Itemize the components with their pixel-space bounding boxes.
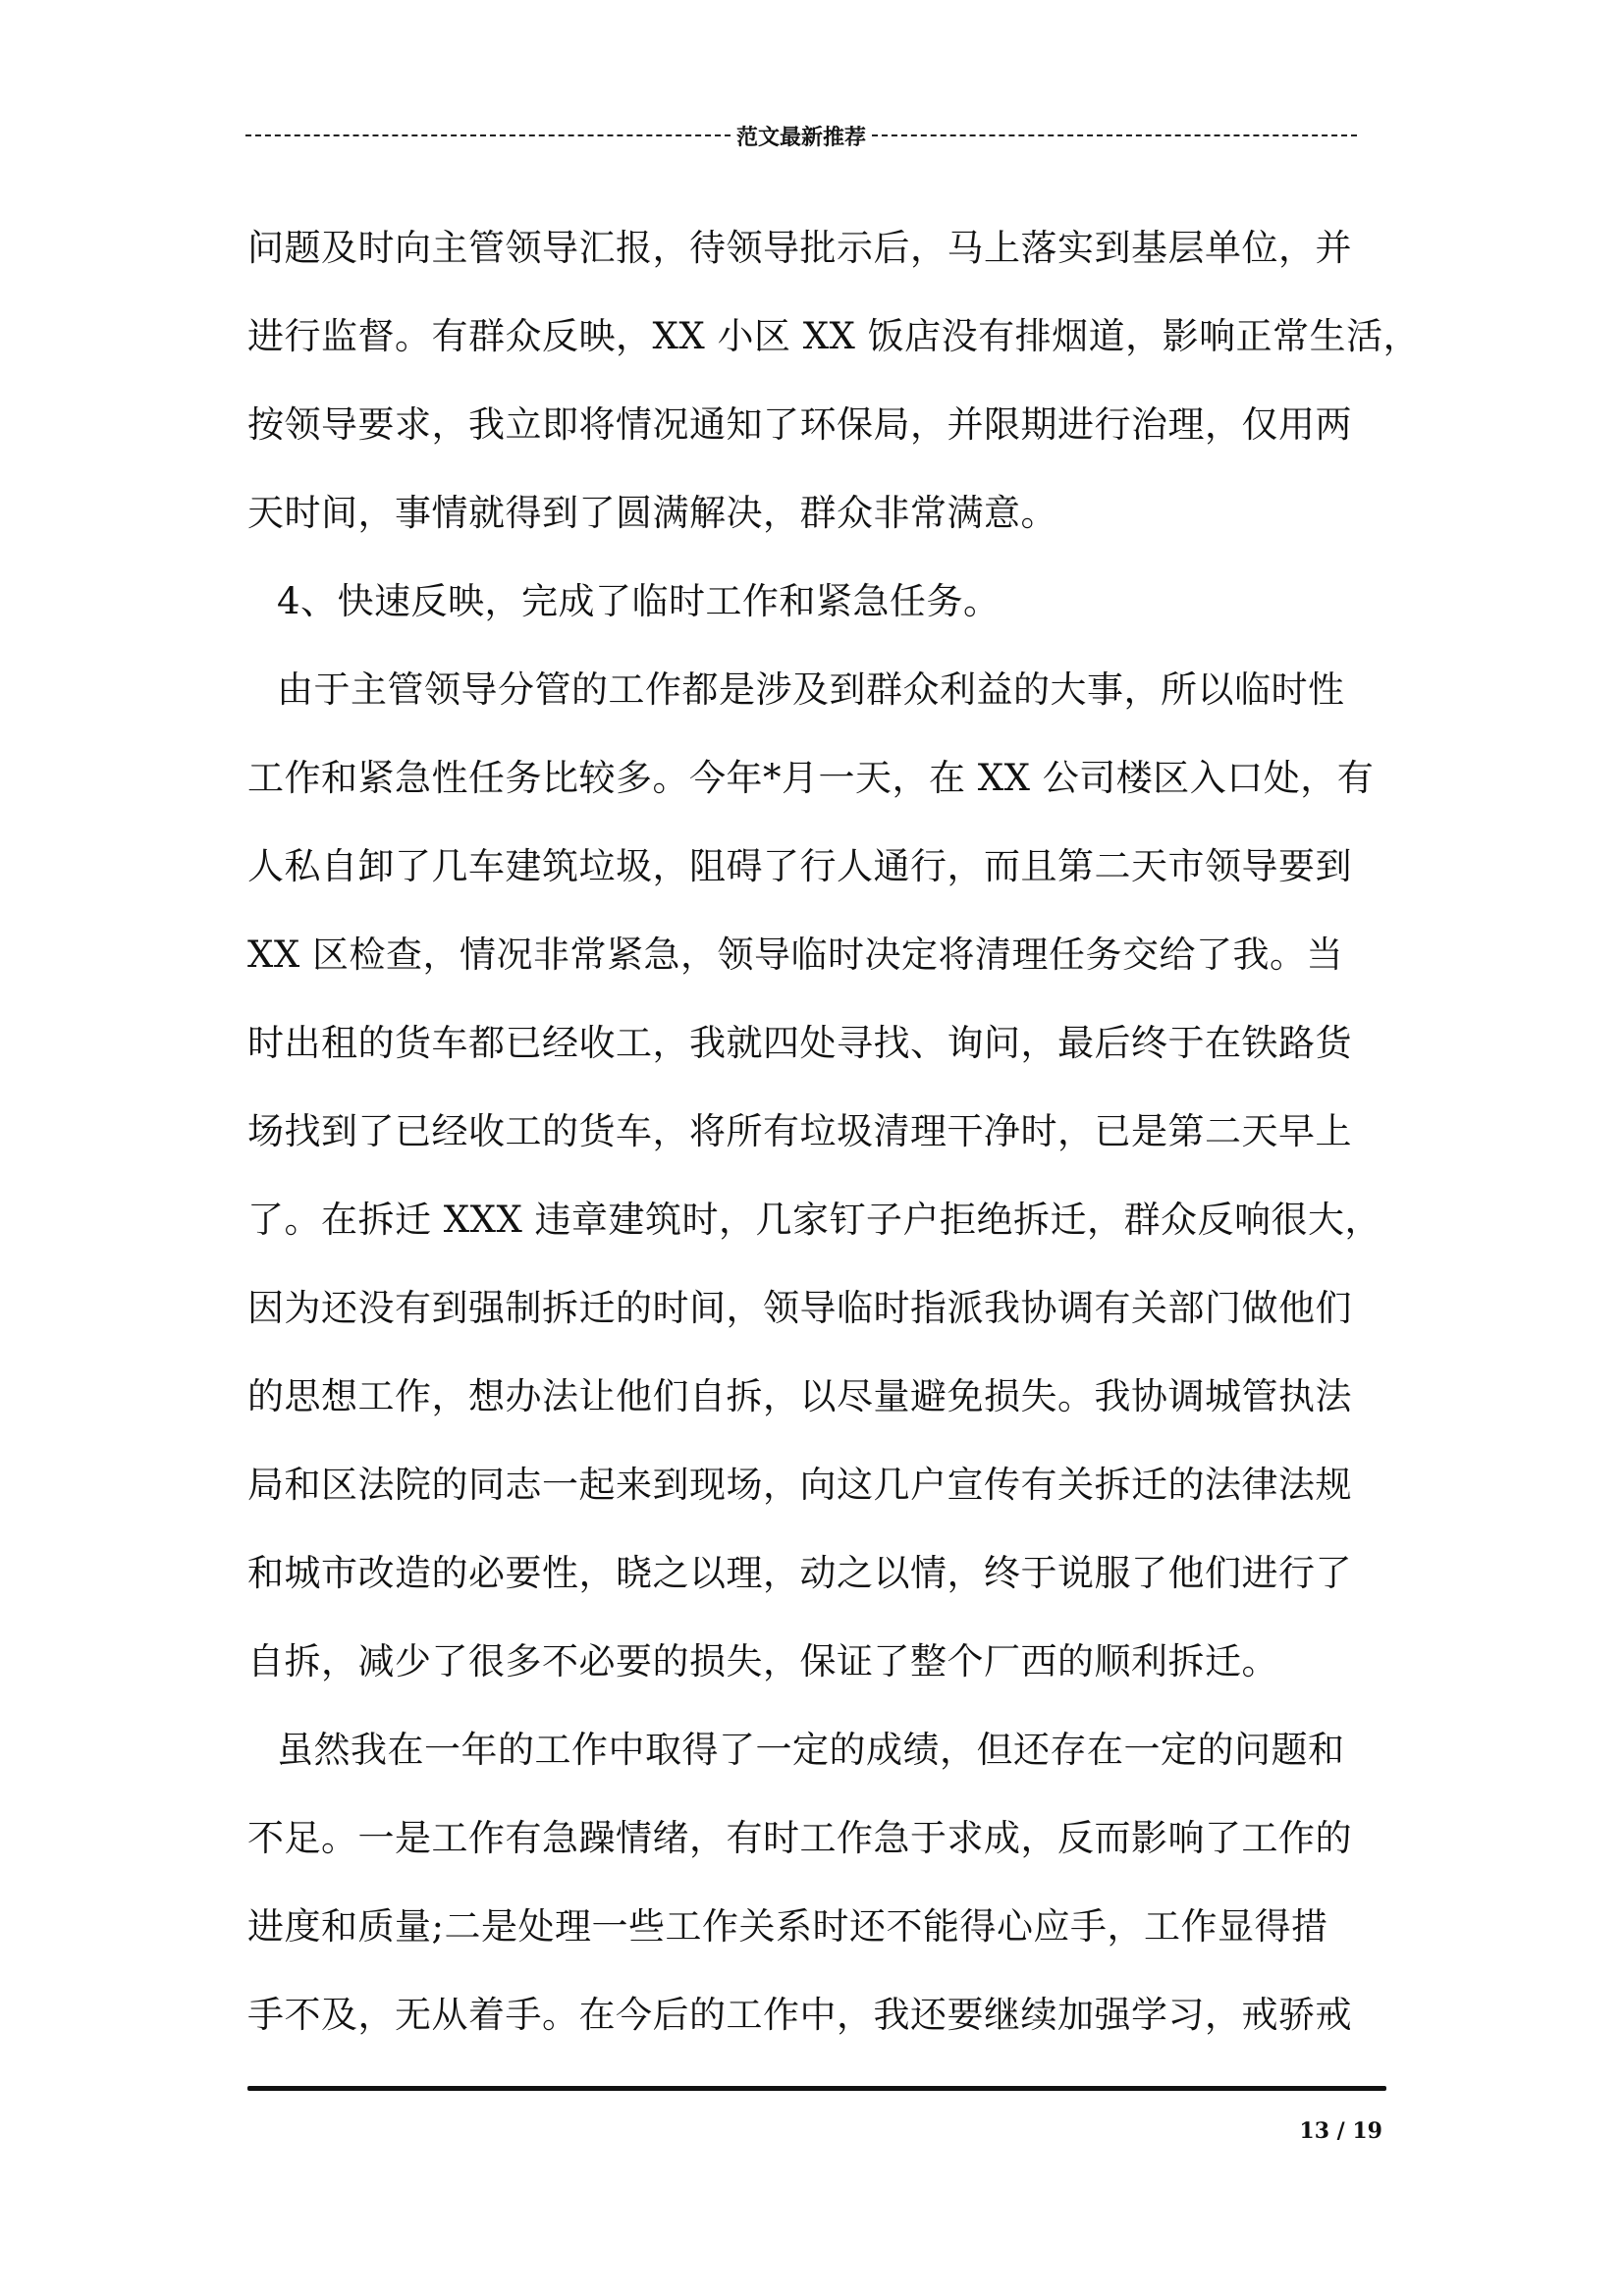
- text-line: 进度和质量;二是处理一些工作关系时还不能得心应手，工作显得措: [247, 1905, 1328, 1948]
- text-line: 自拆，减少了很多不必要的损失，保证了整个厂西的顺利拆迁。: [247, 1640, 1278, 1682]
- text-line: 人私自卸了几车建筑垃圾，阻碍了行人通行，而且第二天市领导要到: [247, 845, 1352, 887]
- text-line: XX 区检查，情况非常紧急，领导临时决定将清理任务交给了我。当: [247, 934, 1343, 976]
- document-body: [247, 204, 1421, 2059]
- page-header: [245, 116, 1357, 155]
- text-line: 因为还没有到强制拆迁的时间，领导临时指派我协调有关部门做他们: [247, 1287, 1352, 1329]
- text-line: 局和区法院的同志一起来到现场，向这几户宣传有关拆迁的法律法规: [247, 1464, 1352, 1506]
- text-line: 进行监督。有群众反映，XX 小区 XX 饭店没有排烟道，影响正常生活，: [247, 315, 1421, 357]
- text-line: 虽然我在一年的工作中取得了一定的成绩，但还存在一定的问题和: [277, 1729, 1345, 1771]
- text-line: 按领导要求，我立即将情况通知了环保局，并限期进行治理，仅用两: [247, 403, 1352, 446]
- text-line: 的思想工作，想办法让他们自拆，以尽量避免损失。我协调城管执法: [247, 1375, 1352, 1417]
- text-line: 由于主管领导分管的工作都是涉及到群众利益的大事，所以临时性: [277, 668, 1345, 711]
- text-line: 不足。一是工作有急躁情绪，有时工作急于求成，反而影响了工作的: [247, 1817, 1352, 1859]
- text-line: 手不及，无从着手。在今后的工作中，我还要继续加强学习，戒骄戒: [247, 1994, 1352, 2036]
- page-number: 13 / 19: [1299, 2118, 1382, 2144]
- text-line: 工作和紧急性任务比较多。今年*月一天，在 XX 公司楼区入口处，有: [247, 757, 1375, 799]
- header-title: 范文最新推荐: [736, 124, 867, 150]
- text-line: 场找到了已经收工的货车，将所有垃圾清理干净时，已是第二天早上: [247, 1110, 1352, 1152]
- text-line: 天时间，事情就得到了圆满解决，群众非常满意。: [247, 492, 1057, 534]
- text-line: 4、快速反映，完成了临时工作和紧急任务。: [277, 580, 1001, 622]
- text-line: 和城市改造的必要性，晓之以理，动之以情，终于说服了他们进行了: [247, 1552, 1352, 1594]
- text-line: 时出租的货车都已经收工，我就四处寻找、询问，最后终于在铁路货: [247, 1022, 1352, 1064]
- header-dashed-rule-right: [872, 134, 1357, 136]
- text-line: 了。在拆迁 XXX 违章建筑时，几家钉子户拒绝拆迁，群众反响很大，: [247, 1199, 1382, 1241]
- header-dashed-rule-left: [245, 134, 731, 136]
- text-line: 问题及时向主管领导汇报，待领导批示后，马上落实到基层单位，并: [247, 227, 1352, 269]
- footer-rule: [247, 2086, 1386, 2091]
